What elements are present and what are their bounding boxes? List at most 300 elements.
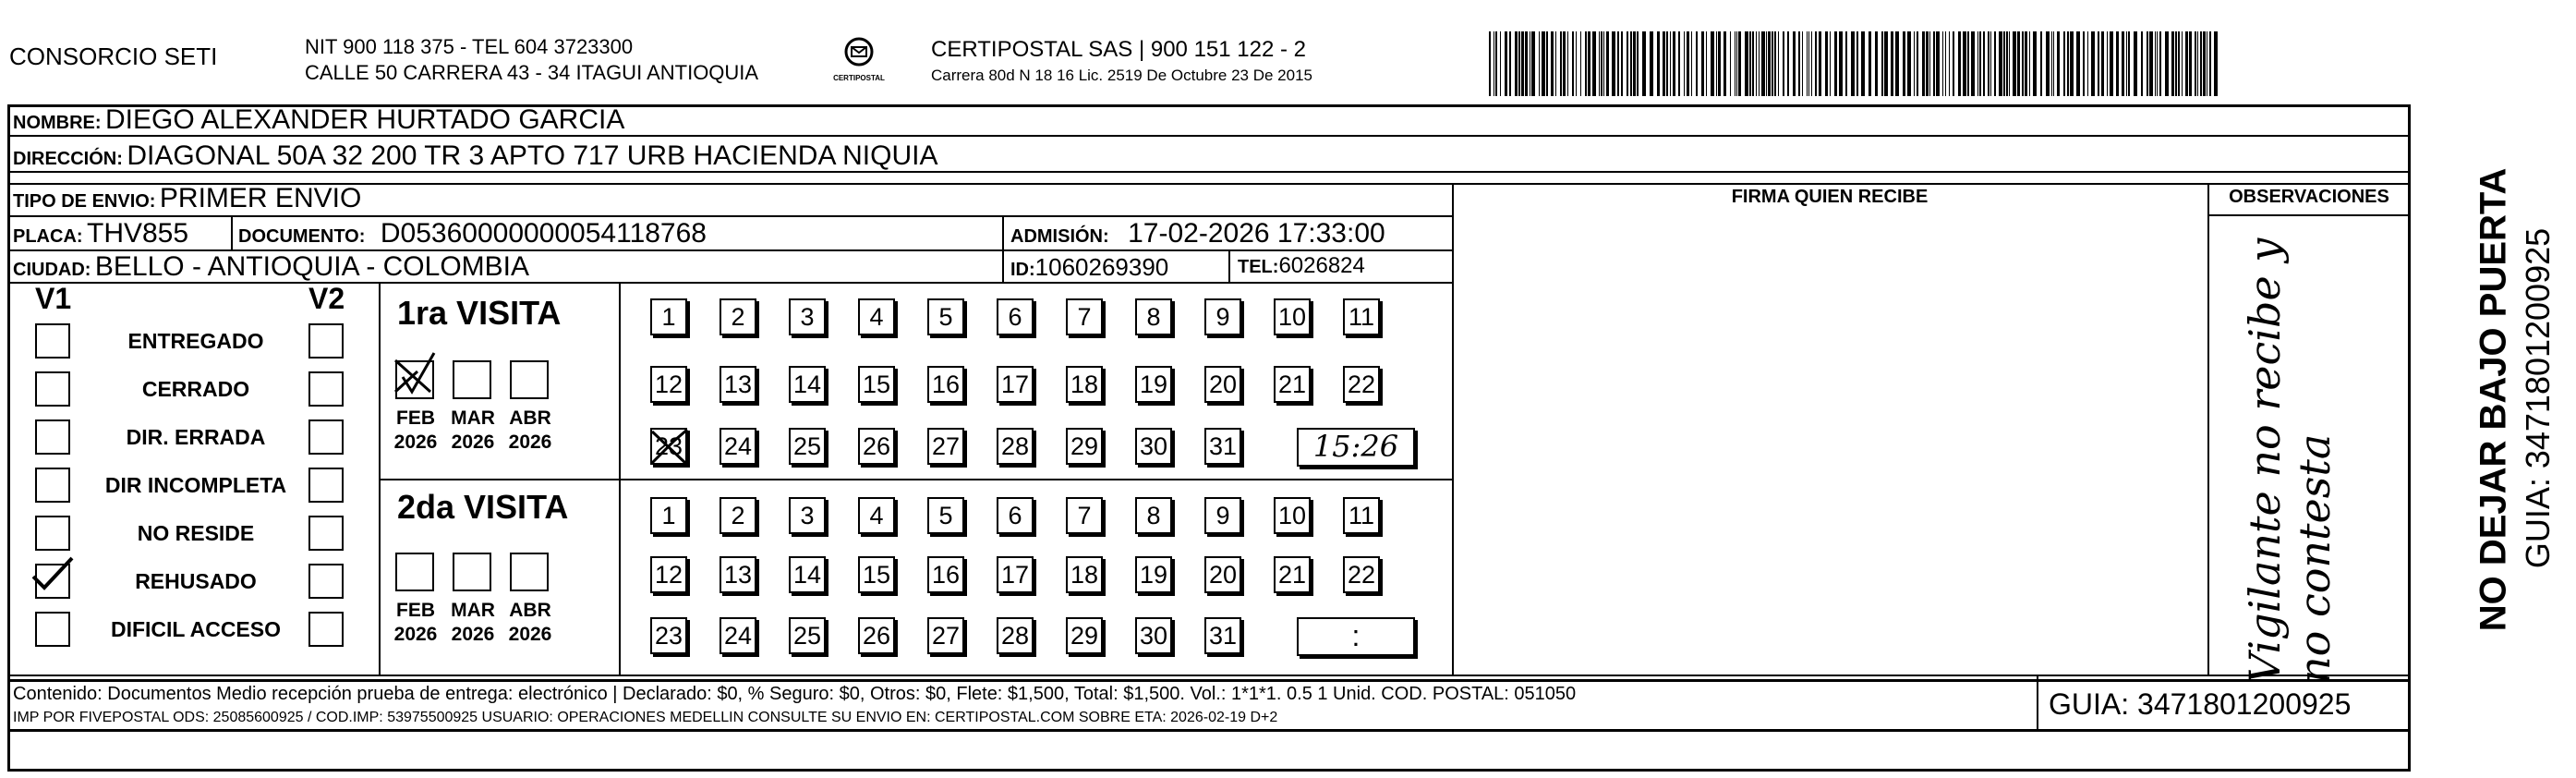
guia-box: GUIA: 3471801200925 — [2049, 687, 2352, 721]
day-box[interactable]: 31 — [1204, 617, 1241, 654]
barcode-bar — [1657, 31, 1660, 96]
barcode-bar — [1929, 31, 1930, 96]
tipo-envio-value: PRIMER ENVIO — [159, 183, 362, 213]
barcode-bar — [1684, 31, 1685, 96]
barcode-bar — [1802, 31, 1803, 96]
barcode-bar — [1774, 31, 1776, 96]
v2-checkbox[interactable] — [308, 371, 344, 407]
barcode-bar — [2209, 31, 2211, 96]
barcode-bar — [1678, 31, 1680, 96]
barcode-bar — [2091, 31, 2095, 96]
barcode-bar — [1509, 31, 1511, 96]
day-box[interactable]: 4 — [858, 497, 895, 534]
day-box[interactable]: 31 — [1204, 428, 1241, 465]
visit-time-box[interactable]: : — [1297, 617, 1415, 656]
barcode-bar — [1666, 31, 1668, 96]
barcode-bar — [2155, 31, 2156, 96]
barcode-bar — [1983, 31, 1985, 96]
barcode-bar — [2051, 31, 2052, 96]
barcode-bar — [2128, 31, 2130, 96]
barcode-bar — [1994, 31, 1996, 96]
day-box[interactable]: 27 — [927, 617, 964, 654]
barcode-bar — [2006, 31, 2008, 96]
barcode-bar — [2022, 31, 2024, 96]
barcode-bar — [1759, 31, 1760, 96]
tel-label: TEL: — [1238, 257, 1279, 277]
barcode-bar — [1922, 31, 1925, 96]
month-name: MAR — [451, 600, 495, 621]
barcode-bar — [1963, 31, 1966, 96]
barcode-bar — [1612, 31, 1615, 96]
barcode-bar — [2200, 31, 2202, 96]
barcode-bar — [1560, 31, 1562, 96]
barcode-bar — [1949, 31, 1950, 96]
id-value: 1060269390 — [1034, 253, 1169, 281]
day-box[interactable]: 15 — [858, 366, 895, 403]
barcode-bar — [1819, 31, 1821, 96]
day-box[interactable]: 7 — [1066, 497, 1103, 534]
barcode-bar — [2185, 31, 2188, 96]
barcode-bar — [1793, 31, 1796, 96]
barcode-bar — [2126, 31, 2127, 96]
barcode-bar — [1875, 31, 1878, 96]
barcode-bar — [2107, 31, 2108, 96]
day-box[interactable]: 16 — [927, 366, 964, 403]
v2-checkbox[interactable] — [308, 419, 344, 455]
day-box[interactable]: 13 — [720, 366, 756, 403]
barcode-bar — [1563, 31, 1566, 96]
barcode — [1489, 31, 2222, 96]
admision-label: ADMISIÓN: — [1010, 226, 1109, 247]
barcode-bar — [1895, 31, 1899, 96]
day-box[interactable]: 3 — [789, 497, 826, 534]
company-name: CONSORCIO SETI — [9, 43, 218, 70]
day-box[interactable]: 17 — [997, 366, 1034, 403]
day-box[interactable]: 27 — [927, 428, 964, 465]
barcode-bar — [1787, 31, 1789, 96]
barcode-bar — [1701, 31, 1704, 96]
barcode-bar — [1903, 31, 1905, 96]
barcode-bar — [2171, 31, 2174, 96]
barcode-bar — [1495, 31, 1497, 96]
day-box[interactable]: 5 — [927, 497, 964, 534]
day-box[interactable]: 7 — [1066, 298, 1103, 335]
contenido-line: Contenido: Documentos Medio recepción prueba de entrega: electrónico | Declarado: $0, % Seguro: $0, Otros: $0, Flete: $1,500, Total: $1,500. Vol.: 1*1*1. 0.5 1 Unid. COD. POSTAL: 051050 — [13, 684, 1577, 704]
barcode-bar — [1637, 31, 1639, 96]
day-box[interactable]: 30 — [1135, 617, 1172, 654]
barcode-bar — [1691, 31, 1692, 96]
month-label — [388, 599, 443, 647]
barcode-bar — [2214, 31, 2218, 96]
barcode-bar — [2087, 31, 2088, 96]
day-box[interactable]: 25 — [789, 428, 826, 465]
month-checkbox[interactable] — [395, 553, 434, 591]
certipostal-logo — [827, 37, 891, 85]
v2-checkbox[interactable] — [308, 516, 344, 551]
barcode-bar — [1783, 31, 1784, 96]
day-box[interactable]: 10 — [1274, 497, 1311, 534]
barcode-bar — [1967, 31, 1969, 96]
barcode-bar — [1971, 31, 1975, 96]
day-box[interactable]: 16 — [927, 556, 964, 593]
barcode-bar — [1811, 31, 1812, 96]
barcode-bar — [1752, 31, 1754, 96]
barcode-bar — [1650, 31, 1653, 96]
day-box[interactable]: 26 — [858, 617, 895, 654]
barcode-bar — [1936, 31, 1940, 96]
day-box[interactable]: 13 — [720, 556, 756, 593]
barcode-bar — [2063, 31, 2065, 96]
barcode-bar — [1917, 31, 1918, 96]
barcode-bar — [1926, 31, 1929, 96]
observaciones-label: OBSERVACIONES — [2229, 187, 2389, 207]
day-box[interactable]: 6 — [997, 298, 1034, 335]
v1-checkbox[interactable] — [35, 371, 70, 407]
barcode-bar — [1716, 31, 1717, 96]
visit2-title: 2da VISITA — [397, 488, 569, 526]
barcode-bar — [1633, 31, 1636, 96]
barcode-bar — [1738, 31, 1741, 96]
barcode-bar — [2053, 31, 2054, 96]
barcode-bar — [1778, 31, 1779, 96]
v1-label: V1 — [35, 282, 72, 315]
day-box[interactable]: 1 — [650, 497, 687, 534]
barcode-bar — [2040, 31, 2042, 96]
barcode-bar — [1588, 31, 1590, 96]
barcode-bar — [1521, 31, 1524, 96]
barcode-bar — [1603, 31, 1604, 96]
month-label — [388, 407, 443, 455]
barcode-bar — [1807, 31, 1808, 96]
status-label: ENTREGADO — [127, 329, 264, 353]
barcode-bar — [1884, 31, 1888, 96]
barcode-bar — [1621, 31, 1623, 96]
day-box[interactable]: 29 — [1066, 617, 1103, 654]
barcode-bar — [2070, 31, 2074, 96]
day-box[interactable]: 21 — [1274, 556, 1311, 593]
barcode-bar — [2122, 31, 2124, 96]
day-box[interactable]: 26 — [858, 428, 895, 465]
tel-value: 6026824 — [1278, 253, 1365, 278]
barcode-bar — [1606, 31, 1609, 96]
barcode-bar — [2110, 31, 2113, 96]
barcode-bar — [1749, 31, 1751, 96]
carrier-address: Carrera 80d N 18 16 Lic. 2519 De Octubre 23 De 2015 — [931, 67, 1312, 84]
barcode-bar — [2057, 31, 2060, 96]
day-box[interactable]: 2 — [720, 298, 756, 335]
day-box[interactable]: 17 — [997, 556, 1034, 593]
status-label: DIR INCOMPLETA — [104, 473, 287, 497]
v2-checkbox[interactable] — [308, 468, 344, 503]
day-box[interactable]: 23 — [650, 617, 687, 654]
barcode-bar — [2195, 31, 2196, 96]
barcode-bar — [1942, 31, 1943, 96]
v1-checkbox[interactable] — [35, 612, 70, 647]
side-guia: GUIA: 3471801200925 — [2519, 227, 2557, 569]
barcode-bar — [2157, 31, 2158, 96]
barcode-bar — [1881, 31, 1883, 96]
barcode-bar — [1768, 31, 1771, 96]
ciudad-label: CIUDAD: — [13, 260, 91, 280]
barcode-bar — [2003, 31, 2005, 96]
day-box[interactable]: 20 — [1204, 556, 1241, 593]
barcode-bar — [1663, 31, 1665, 96]
barcode-bar — [2083, 31, 2085, 96]
barcode-bar — [1576, 31, 1577, 96]
status-label: CERRADO — [141, 377, 250, 401]
month-label — [502, 599, 558, 647]
month-name: FEB — [396, 407, 435, 429]
month-year: 2026 — [451, 624, 495, 645]
barcode-bar — [1766, 31, 1767, 96]
day-box[interactable]: 19 — [1135, 556, 1172, 593]
nit-line: NIT 900 118 375 - TEL 604 3723300 — [305, 35, 634, 58]
barcode-bar — [1845, 31, 1847, 96]
day-box[interactable]: 4 — [858, 298, 895, 335]
barcode-bar — [1999, 31, 2002, 96]
month-checkbox[interactable] — [510, 360, 549, 399]
barcode-bar — [1673, 31, 1675, 96]
barcode-bar — [1772, 31, 1773, 96]
barcode-bar — [2046, 31, 2050, 96]
day-box[interactable]: 6 — [997, 497, 1034, 534]
barcode-bar — [1572, 31, 1574, 96]
barcode-bar — [2098, 31, 2099, 96]
barcode-bar — [1601, 31, 1602, 96]
day-box[interactable]: 24 — [720, 617, 756, 654]
firma-label: FIRMA QUIEN RECIBE — [1731, 187, 1929, 207]
month-name: ABR — [509, 407, 551, 429]
day-mark — [650, 426, 691, 467]
barcode-bar — [2147, 31, 2148, 96]
barcode-bar — [1505, 31, 1507, 96]
month-checkbox[interactable] — [453, 553, 491, 591]
barcode-bar — [1851, 31, 1855, 96]
month-year: 2026 — [393, 624, 438, 645]
placa-label: PLACA: — [13, 226, 83, 247]
barcode-bar — [1990, 31, 1991, 96]
day-box[interactable]: 2 — [720, 497, 756, 534]
v1-checkbox[interactable] — [35, 468, 70, 503]
barcode-bar — [1670, 31, 1671, 96]
barcode-bar — [1546, 31, 1548, 96]
placa-value: THV855 — [87, 218, 189, 249]
barcode-bar — [1808, 31, 1809, 96]
day-box[interactable]: 20 — [1204, 366, 1241, 403]
day-box[interactable]: 11 — [1343, 497, 1380, 534]
status-label: REHUSADO — [135, 569, 257, 593]
day-box[interactable]: 19 — [1135, 366, 1172, 403]
day-box[interactable]: 10 — [1274, 298, 1311, 335]
v1-checkbox[interactable] — [35, 323, 70, 359]
direccion-label: DIRECCIÓN: — [13, 149, 123, 169]
ciudad-value: BELLO - ANTIOQUIA - COLOMBIA — [94, 251, 530, 282]
barcode-bar — [1839, 31, 1843, 96]
month-checkbox[interactable] — [395, 360, 434, 399]
barcode-bar — [1891, 31, 1893, 96]
barcode-bar — [1856, 31, 1858, 96]
barcode-bar — [2182, 31, 2183, 96]
month-label — [502, 407, 558, 455]
day-box[interactable]: 9 — [1204, 497, 1241, 534]
barcode-bar — [2134, 31, 2137, 96]
documento-value: D05360000000054118768 — [380, 218, 707, 249]
barcode-bar — [2203, 31, 2206, 96]
month-checkbox[interactable] — [510, 553, 549, 591]
day-box[interactable]: 18 — [1066, 556, 1103, 593]
month-name: FEB — [396, 600, 435, 621]
day-box[interactable]: 9 — [1204, 298, 1241, 335]
day-box[interactable]: 5 — [927, 298, 964, 335]
barcode-bar — [1907, 31, 1911, 96]
side-warning: NO DEJAR BAJO PUERTA — [2473, 167, 2514, 632]
month-year: 2026 — [508, 624, 552, 645]
barcode-bar — [2197, 31, 2198, 96]
barcode-bar — [2141, 31, 2143, 96]
barcode-bar — [1706, 31, 1707, 96]
barcode-bar — [1988, 31, 1989, 96]
address-line: CALLE 50 CARRERA 43 - 34 ITAGUI ANTIOQUIA — [305, 61, 759, 84]
barcode-bar — [1718, 31, 1721, 96]
v2-checkbox[interactable] — [308, 564, 344, 599]
nombre-value: DIEGO ALEXANDER HURTADO GARCIA — [105, 104, 625, 135]
barcode-bar — [1585, 31, 1587, 96]
barcode-bar — [2178, 31, 2180, 96]
barcode-bar — [1945, 31, 1946, 96]
handwritten-observation: Vigilante no recibe y no contesta — [2240, 237, 2340, 684]
barcode-bar — [2189, 31, 2192, 96]
barcode-bar — [2067, 31, 2069, 96]
barcode-bar — [1696, 31, 1698, 96]
v1-checkbox[interactable] — [35, 564, 70, 599]
day-box[interactable]: 18 — [1066, 366, 1103, 403]
day-box[interactable]: 22 — [1343, 556, 1380, 593]
barcode-bar — [1630, 31, 1632, 96]
barcode-bar — [1592, 31, 1596, 96]
day-box[interactable]: 23 — [650, 428, 687, 465]
barcode-bar — [1723, 31, 1726, 96]
month-checkbox[interactable] — [453, 360, 491, 399]
barcode-bar — [1642, 31, 1646, 96]
status-label: DIR. ERRADA — [126, 425, 266, 449]
day-box[interactable]: 30 — [1135, 428, 1172, 465]
day-box[interactable]: 12 — [650, 366, 687, 403]
barcode-bar — [1531, 31, 1535, 96]
barcode-bar — [2159, 31, 2161, 96]
barcode-bar — [2101, 31, 2104, 96]
barcode-bar — [1542, 31, 1545, 96]
visit-time-box[interactable]: 15:26 — [1297, 428, 1415, 467]
day-box[interactable]: 1 — [650, 298, 687, 335]
barcode-bar — [2033, 31, 2037, 96]
barcode-bar — [1525, 31, 1528, 96]
barcode-bar — [2025, 31, 2027, 96]
barcode-bar — [1977, 31, 1978, 96]
barcode-bar — [1958, 31, 1961, 96]
barcode-bar — [1551, 31, 1554, 96]
month-label — [445, 407, 501, 455]
barcode-bar — [1933, 31, 1935, 96]
day-box[interactable]: 15 — [858, 556, 895, 593]
day-box[interactable]: 8 — [1135, 298, 1172, 335]
imp-line: IMP POR FIVEPOSTAL ODS: 25085600925 / COD.IMP: 53975500925 USUARIO: OPERACIONES MEDELLIN CONSULTE SU ENVIO EN: CERTIPOSTAL.COM SOBRE ETA: 2026-02-19 D+2 — [13, 710, 1278, 725]
month-label — [445, 599, 501, 647]
visit1-title: 1ra VISITA — [397, 294, 562, 332]
carrier-line: CERTIPOSTAL SAS | 900 151 122 - 2 — [931, 37, 1306, 62]
barcode-bar — [1617, 31, 1619, 96]
day-box[interactable]: 11 — [1343, 298, 1380, 335]
admision-value: 17-02-2026 17:33:00 — [1128, 218, 1385, 249]
v2-checkbox[interactable] — [308, 323, 344, 359]
barcode-bar — [1815, 31, 1817, 96]
day-box[interactable]: 14 — [789, 366, 826, 403]
month-year: 2026 — [508, 432, 552, 453]
barcode-bar — [1798, 31, 1800, 96]
barcode-bar — [1539, 31, 1540, 96]
barcode-bar — [2165, 31, 2169, 96]
day-box[interactable]: 14 — [789, 556, 826, 593]
barcode-bar — [2029, 31, 2030, 96]
status-label: NO RESIDE — [137, 521, 255, 545]
barcode-bar — [1730, 31, 1731, 96]
day-box[interactable]: 12 — [650, 556, 687, 593]
v1-checkbox[interactable] — [35, 516, 70, 551]
day-box[interactable]: 24 — [720, 428, 756, 465]
logo-text: CERTIPOSTAL — [833, 74, 885, 82]
day-box[interactable]: 29 — [1066, 428, 1103, 465]
day-box[interactable]: 21 — [1274, 366, 1311, 403]
barcode-bar — [1580, 31, 1581, 96]
barcode-bar — [2076, 31, 2080, 96]
barcode-bar — [1830, 31, 1831, 96]
barcode-bar — [1518, 31, 1520, 96]
barcode-bar — [1687, 31, 1689, 96]
documento-label: DOCUMENTO: — [238, 226, 366, 247]
tipo-envio-label: TIPO DE ENVIO: — [13, 191, 156, 212]
barcode-bar — [1834, 31, 1837, 96]
id-label: ID: — [1010, 260, 1035, 280]
month-name: ABR — [509, 600, 551, 621]
direccion-value: DIAGONAL 50A 32 200 TR 3 APTO 717 URB HACIENDA NIQUIA — [127, 140, 938, 171]
month-name: MAR — [451, 407, 495, 429]
day-box[interactable]: 8 — [1135, 497, 1172, 534]
barcode-bar — [1825, 31, 1828, 96]
barcode-bar — [2013, 31, 2016, 96]
barcode-bar — [1627, 31, 1628, 96]
day-box[interactable]: 3 — [789, 298, 826, 335]
nombre-label: NOMBRE: — [13, 113, 102, 133]
day-box[interactable]: 25 — [789, 617, 826, 654]
barcode-bar — [1861, 31, 1865, 96]
barcode-bar — [2175, 31, 2177, 96]
barcode-bar — [1736, 31, 1737, 96]
barcode-bar — [1761, 31, 1765, 96]
v2-checkbox[interactable] — [308, 612, 344, 647]
month-year: 2026 — [451, 432, 495, 453]
barcode-bar — [2009, 31, 2010, 96]
barcode-bar — [1711, 31, 1714, 96]
barcode-bar — [1489, 31, 1491, 96]
v2-label: V2 — [308, 282, 345, 315]
day-box[interactable]: 28 — [997, 428, 1034, 465]
day-box[interactable]: 22 — [1343, 366, 1380, 403]
barcode-bar — [2017, 31, 2020, 96]
v1-checkbox[interactable] — [35, 419, 70, 455]
status-label: DIFICIL ACCESO — [110, 617, 281, 641]
barcode-bar — [1869, 31, 1871, 96]
day-box[interactable]: 28 — [997, 617, 1034, 654]
barcode-bar — [1745, 31, 1748, 96]
